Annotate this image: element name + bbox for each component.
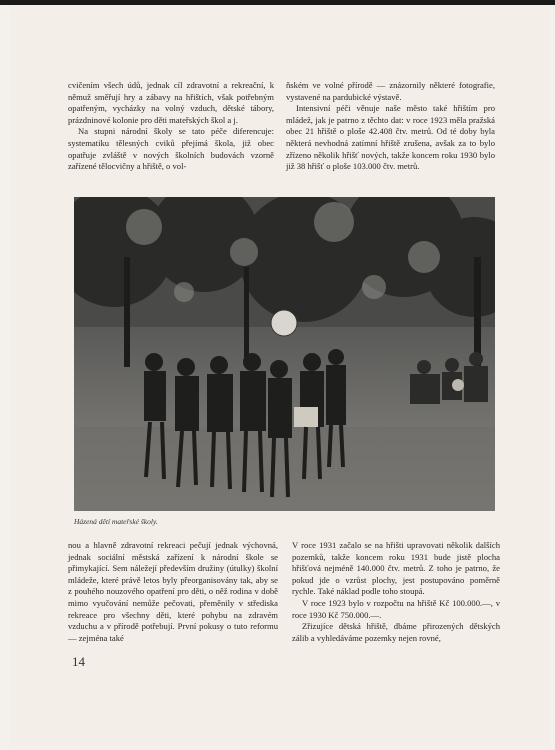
page-number: 14 — [72, 654, 85, 669]
text-column-4 — [292, 540, 500, 644]
paragraph: ňském ve volné přírodě — znázornily některé fotografie, vystavené na pardubické výstavě. — [286, 80, 495, 102]
children-playing-photo — [74, 197, 495, 511]
paragraph: V roce 1923 bylo v rozpočtu na hřiště Kč 100.000.—, v roce 1930 Kč 750.000.—. — [292, 597, 500, 620]
text-column-1 — [68, 80, 274, 173]
photo-caption: Házená dětí mateřské školy. — [74, 517, 158, 526]
top-border — [0, 0, 555, 5]
paragraph: Intensivní péči věnuje naše město také hřištím pro mládež, jak je patrno z těchto dat: v roce 1923 měla pražská obec 21 hřiště o ploše 42.408 čtv. metrů. Od té doby byla některá nevhodná zatímní hřiště zrušena, avšak za to bylo zřízeno několik hřišť nových, takže koncem roku 1930 bylo již 38 hřišť o ploše 103.000 čtv. metrů. — [286, 103, 495, 172]
paragraph: nou a hlavně zdravotní rekreaci pečují jednak výchovná, jednak sociální městská zařízení k národní škole se přimykající. Sem náležejí především družiny (útulky) školní mládeže, které právě letos byly přeorganisovány tak, aby se z pouhého nouzového opatření pro děti, o něž rodina v době mimo vyučování nemůže pečovati, přeměnily v střediska rekreace pro všechny děti, které pohybu na zdravém vzduchu a v přírodě potřebují. První pokusy o tuto reformu — zejména také — [68, 540, 278, 643]
text-column-2 — [286, 80, 495, 173]
text-column-3 — [68, 540, 278, 644]
paragraph: V roce 1931 začalo se na hřišti upravovati několik dalších pozemků, takže koncem roku 1931 bude jistě plocha hřišťová nejméně 140.000 čtv. metrů. Z toho je patrno, že pokud jde o vzrůst plochy, jest postupováno poměrně rychle. Také náklad podle toho stoupá. — [292, 540, 500, 597]
paragraph: cvičením všech údů, jednak cíl zdravotní a rekreační, k němuž směřují hry a zábavy na hřištích, však potřebným opatřeným, vycházky na volný vzduch, dětské tábory, prázdninové kolonie pro děti mateřských škol a j. — [68, 80, 274, 125]
paragraph: Na stupni národní školy se tato péče diferencuje: systematiku tělesných cviků přejímá škola, již obec opatřuje zvláště v nových školních budovách vzorně zařízené tělocvičny a hřiště, o vol- — [68, 126, 274, 172]
photo-image — [74, 197, 495, 511]
paragraph: Zřizujíce dětská hřiště, dbáme přirozených dětských zálib a vyhledáváme pozemky nejen rovné, — [292, 621, 500, 643]
